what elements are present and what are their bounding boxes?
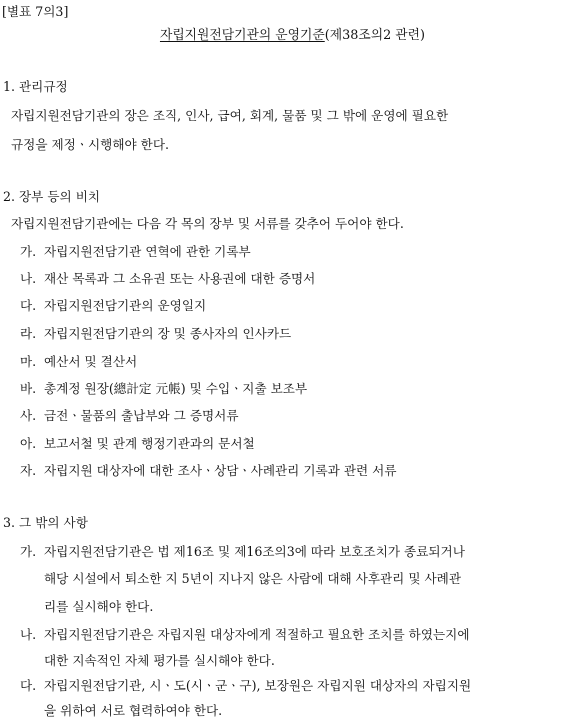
list-item-continuation: 을 위하여 서로 협력하여야 한다. [44,703,223,718]
section-2-list-item [20,323,291,342]
list-item-text: 보고서철 및 관계 행정기관과의 문서철 [44,436,255,451]
list-item-text: 예산서 및 결산서 [44,354,138,369]
document-title-main: 자립지원전담기관의 운영기준 [159,28,325,43]
list-item-text: 재산 목록과 그 소유권 또는 사용권에 대한 증명서 [44,271,316,286]
list-item-marker: 마. [20,354,37,369]
list-item-text: 자립지원전담기관은 자립지원 대상자에게 적절하고 필요한 조치를 하였는지에 [44,627,470,642]
section-2-body-line: 자립지원전담기관에는 다음 각 목의 장부 및 서류를 갖추어 두어야 한다. [11,216,404,231]
list-item-text: 총계정 원장(總計定 元帳) 및 수입ㆍ지출 보조부 [44,381,308,396]
list-item-marker: 다. [20,678,37,693]
list-item-marker: 나. [20,627,37,642]
list-item-marker: 자. [20,463,37,478]
list-item-text: 자립지원전담기관, 시ㆍ도(시ㆍ군ㆍ구), 보장원은 자립지원 대상자의 자립지원 [44,678,472,693]
section-2-heading: 2. 장부 등의 비치 [3,189,101,204]
section-1-body-line: 자립지원전담기관의 장은 조직, 인사, 급여, 회계, 물품 및 그 밖에 운영에 필요한 [11,108,449,123]
list-item-text: 금전ㆍ물품의 출납부와 그 증명서류 [44,408,239,423]
list-item-marker: 라. [20,326,37,341]
section-3-heading: 3. 그 밖의 사항 [3,515,88,530]
list-item-text: 자립지원전담기관은 법 제16조 및 제16조의3에 따라 보호조치가 종료되거나 [44,544,465,559]
list-item-marker: 아. [20,436,37,451]
list-item-text: 자립지원전담기관의 장 및 종사자의 인사카드 [44,326,292,341]
section-2-list-item [20,460,397,479]
list-item-text: 자립지원전담기관의 운영일지 [44,298,207,313]
section-2-list-item [20,351,137,370]
section-2-list-item [20,241,251,260]
list-item-marker: 다. [20,298,37,313]
list-item-continuation: 해당 시설에서 퇴소한 지 5년이 지나지 않은 사람에 대해 사후관리 및 사례관 [44,571,462,586]
list-item-marker: 나. [20,271,37,286]
list-item-text: 자립지원 대상자에 대한 조사ㆍ상담ㆍ사례관리 기록과 관련 서류 [44,463,397,478]
list-item-text: 자립지원전담기관 연혁에 관한 기록부 [44,244,251,259]
section-2-list-item [20,295,206,314]
section-3-list-item [20,624,469,643]
list-item-marker: 바. [20,381,37,396]
list-item-continuation: 대한 지속적인 자체 평가를 실시해야 한다. [44,653,275,668]
document-title [0,24,585,43]
section-3-list-item [20,541,465,560]
section-2-list-item [20,378,307,397]
list-item-marker: 사. [20,408,37,423]
list-item-marker: 가. [20,544,37,559]
section-2-list-item [20,405,239,424]
section-2-list-item [20,433,255,452]
section-1-body-line: 규정을 제정ㆍ시행해야 한다. [11,137,169,152]
appendix-label: [별표 7의3] [2,4,69,19]
document-title-reference: (제38조의2 관련) [324,28,426,43]
section-3-list-item [20,675,471,694]
section-1-heading: 1. 관리규정 [3,79,68,94]
list-item-continuation: 리를 실시해야 한다. [44,599,154,614]
section-2-list-item [20,268,315,287]
list-item-marker: 가. [20,244,37,259]
